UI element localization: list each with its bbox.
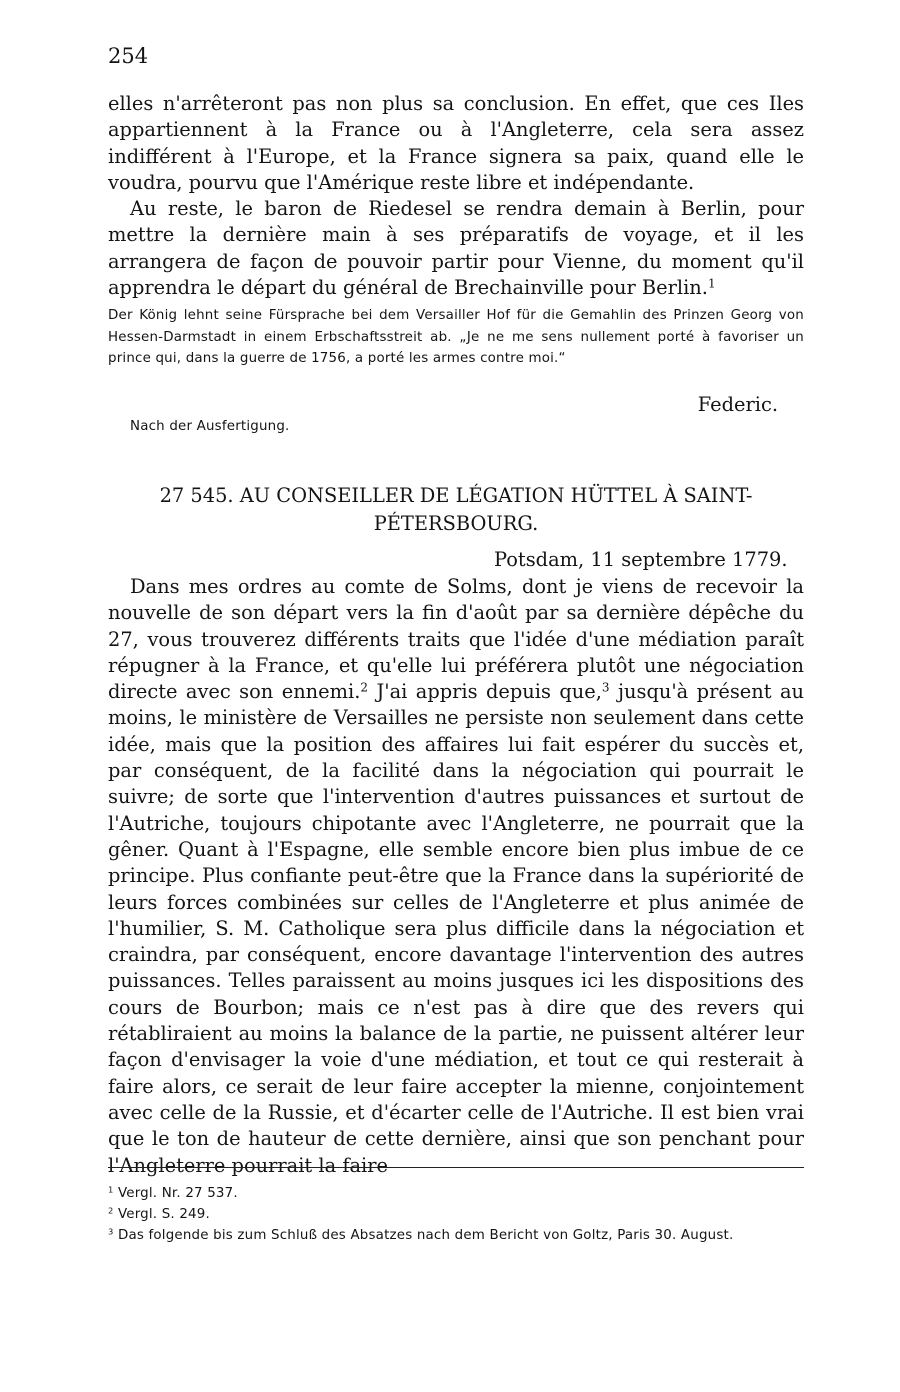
editorial-note: Der König lehnt seine Fürsprache bei dem Versailler Hof für die Gemahlin des Prinzen Georg von Hessen-Darmstadt in einem Erbschaftsstreit ab. „Je ne me sens nullement porté à favoriser un prince qui, dans la guerre de 1756, a porté les armes contre moi.“ — [108, 308, 804, 366]
footnote-2-mark: 2 — [108, 1205, 114, 1216]
footnote-ref-2: 2 — [360, 680, 369, 695]
footnote-1-text: Vergl. Nr. 27 537. — [117, 1186, 238, 1201]
letter-body — [108, 574, 804, 1179]
letter-date: Potsdam, 11 septembre 1779. — [494, 548, 788, 571]
footnote-3 — [108, 1225, 804, 1246]
footnote-1-mark: 1 — [108, 1184, 114, 1195]
top-text-block — [108, 91, 804, 301]
letter-body-block — [108, 574, 804, 1179]
signature: Federic. — [697, 393, 778, 416]
paragraph-continuation: elles n'arrêteront pas non plus sa conclusion. En effet, que ces Iles appartiennent à la France ou à l'Angleterre, cela sera assez indifférent à l'Europe, et la France signera sa paix, quand elle le voudra, pourvu que l'Amérique reste libre et indépendante. — [108, 92, 804, 194]
footnote-2-text: Vergl. S. 249. — [117, 1207, 210, 1222]
footnote-ref-1: 1 — [707, 276, 716, 291]
footnote-separator — [108, 1167, 804, 1168]
paragraph-riedesel — [108, 196, 804, 301]
letter-body-part-3: jusqu'à présent au moins, le ministère de Versailles ne persiste non seulement dans cette idée, mais que la position des affaires lui fait espérer du succès et, par conséquent, de la facilité dans la négociation qui pourrait le suivre; de sorte que l'intervention d'autres puissances et surtout de l'Autriche, toujours chipotante avec l'Angleterre, ne pourrait que la gêner. Quant à l'Espagne, elle semble encore bien plus imbue de ce principe. Plus confiante peut-être que la France dans la supériorité de leurs forces combinées sur celles de l'Angleterre et plus animée de l'humilier, S. M. Catholique sera plus difficile dans la négociation et craindra, par conséquent, encore davantage l'intervention des autres puissances. Telles paraissent au moins jusques ici les dispositions des cours de Bourbon; mais ce n'est pas à dire que des revers qui rétabliraient au moins la balance de la partie, ne puissent altérer leur façon d'envisager la voie d'une médiation, et tout ce qui resterait à faire alors, ce serait de leur faire accepter la mienne, conjointement avec celle de la Russie, et d'écarter celle de l'Autriche. Il est bien vrai que le ton de hauteur de cette dernière, ainsi que son penchant pour l'Angleterre pourrait la faire — [108, 680, 805, 1177]
letter-body-part-2: J'ai appris depuis que, — [368, 680, 602, 704]
paragraph-riedesel-text: Au reste, le baron de Riedesel se rendra demain à Berlin, pour mettre la dernière main à ses préparatifs de voyage, et il les arrangera de façon de pouvoir partir pour Vienne, du moment qu'il apprendra le départ du général de Brechainville pour Berlin. — [108, 197, 804, 300]
page-number: 254 — [108, 44, 149, 68]
footnote-2 — [108, 1204, 804, 1225]
source-note: Nach der Ausfertigung. — [130, 419, 290, 434]
editorial-note-block — [108, 305, 804, 370]
footnote-ref-3: 3 — [601, 680, 610, 695]
footnote-3-text: Das folgende bis zum Schluß des Absatzes nach dem Bericht von Goltz, Paris 30. August. — [117, 1228, 734, 1243]
letter-body-part-1: Dans mes ordres au comte de Solms, dont je viens de recevoir la nouvelle de son départ vers la fin d'août par sa dernière dépêche du 27, vous trouverez différents traits que l'idée d'une médiation paraît répugner à la France, et qu'elle lui préférera plutôt une négociation directe avec son ennemi. — [108, 575, 804, 704]
footnote-3-mark: 3 — [108, 1226, 114, 1237]
footnote-1 — [108, 1183, 804, 1204]
letter-heading: 27 545. AU CONSEILLER DE LÉGATION HÜTTEL À SAINT-PÉTERSBOURG. — [159, 484, 753, 535]
